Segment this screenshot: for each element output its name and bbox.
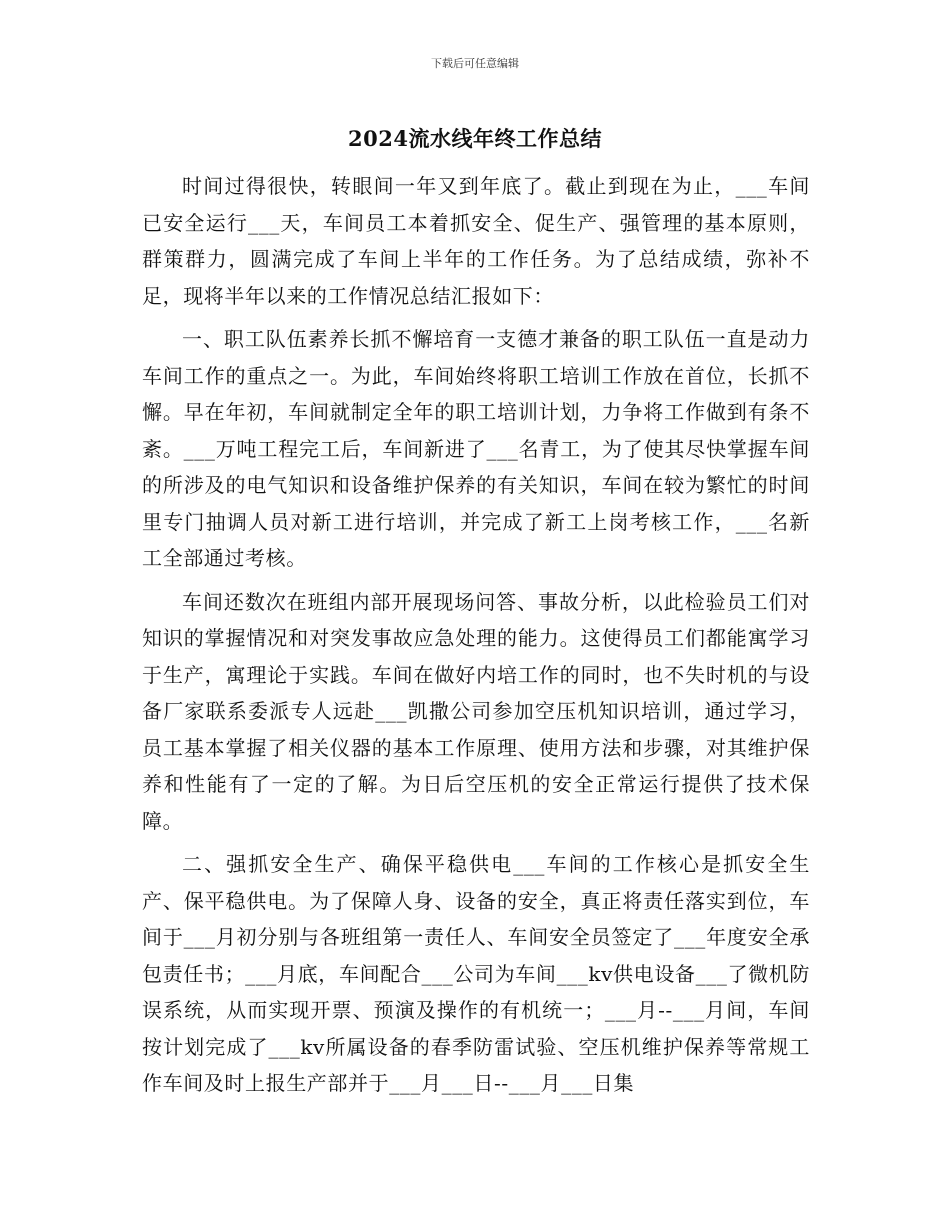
- paragraph-3: 车间还数次在班组内部开展现场问答、事故分析，以此检验员工们对知识的掌握情况和对突发事故应急处理的能力。这使得员工们都能寓学习于生产，寓理论于实践。车间在做好内培工作的同时，也不失时机的与设备厂家联系委派专人远赴___凯撒公司参加空压机知识培训，通过学习，员工基本掌握了相关仪器的基本工作原理、使用方法和步骤，对其维护保养和性能有了一定的了解。为日后空压机的安全正常运行提供了技术保障。: [142, 589, 810, 833]
- paragraph-1: 时间过得很快，转眼间一年又到年底了。截止到现在为止，___车间已安全运行___天，车间员工本着抓安全、促生产、强管理的基本原则，群策群力，圆满完成了车间上半年的工作任务。为了总结成绩，弥补不足，现将半年以来的工作情况总结汇报如下：: [142, 174, 810, 308]
- document-title: 2024流水线年终工作总结: [348, 126, 602, 151]
- paragraph-2: 一、职工队伍素养长抓不懈培育一支德才兼备的职工队伍一直是动力车间工作的重点之一。为此，车间始终将职工培训工作放在首位，长抓不懈。早在年初，车间就制定全年的职工培训计划，力争将工作做到有条不紊。___万吨工程完工后，车间新进了___名青工，为了使其尽快掌握车间的所涉及的电气知识和设备维护保养的有关知识，车间在较为繁忙的时间里专门抽调人员对新工进行培训，并完成了新工上岗考核工作，___名新工全部通过考核。: [142, 327, 810, 570]
- paragraph-4: 二、强抓安全生产、确保平稳供电___车间的工作核心是抓安全生产、保平稳供电。为了保障人身、设备的安全，真正将责任落实到位，车间于___月初分别与各班组第一责任人、车间安全员签定了___年度安全承包责任书；___月底，车间配合___公司为车间___kv供电设备___了微机防误系统，从而实现开票、预演及操作的有机统一；___月--___月间，车间按计划完成了___kv所属设备的春季防雷试验、空压机维护保养等常规工作车间及时上报生产部并于___月___日--___月___日集: [142, 852, 810, 1095]
- header-note: 下载后可任意编辑: [431, 57, 519, 70]
- document-body: [142, 168, 810, 1109]
